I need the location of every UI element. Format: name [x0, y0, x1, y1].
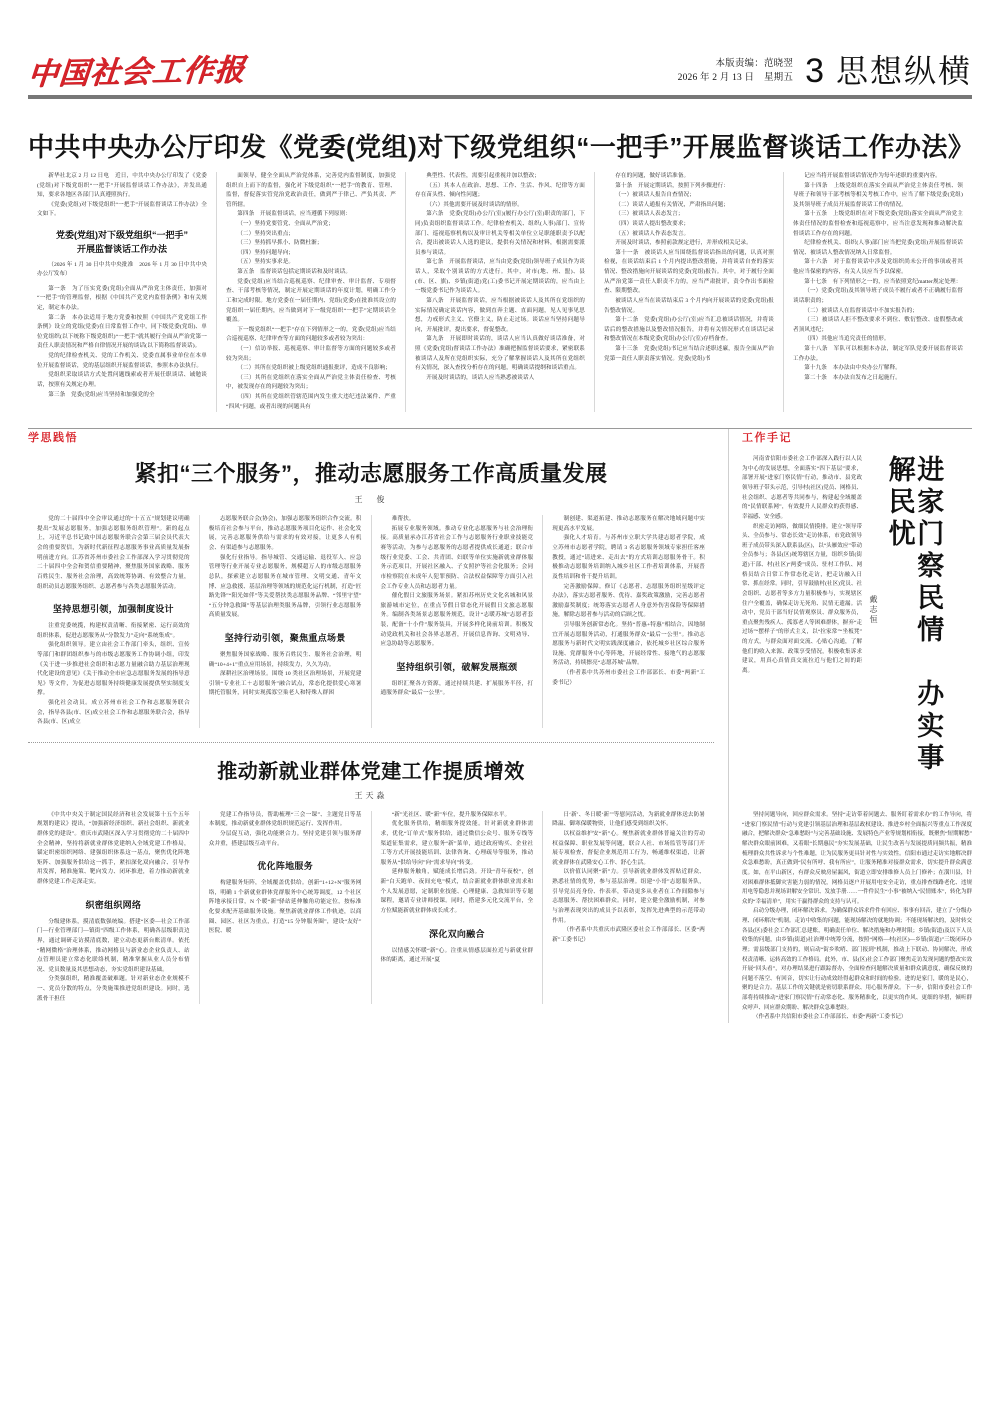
article-subheading: 坚持组织引领，破解发展瓶颈 — [396, 661, 518, 672]
body-paragraph: （五）被谈话人作表态发言。 — [615, 230, 690, 237]
issue-meta — [678, 58, 793, 86]
page-number: 3 — [805, 52, 824, 91]
body-paragraph: （四）其他应当追究责任的情形。 — [804, 336, 890, 343]
article-column — [28, 515, 199, 728]
body-paragraph: 纪律检查机关、组织(人事)部门应当把党委(党组)开展监督谈话情况、被谈话人整改情况纳入日常监督。 — [793, 240, 963, 256]
article-column — [199, 811, 371, 1004]
body-paragraph: 引导服务创新常态化。坚持“普惠+特惠”相结合，因地制宜开展志愿服务活动，打通服务群众“最后一公里”。推动志愿服务与新时代文明实践深度融合，依托城乡社区综合服务设施、党群服务中心等阵地，开展经常性、接地气的志愿服务活动，持续擦亮“志愿苏城”品牌。 — [552, 621, 705, 667]
body-paragraph: 被谈话人应当在谈话结束后 3 个月内向开展谈话的党委(党组)报告整改情况。 — [604, 297, 774, 314]
article-subheading: 深化双向融合 — [428, 928, 485, 939]
body-paragraph: 完善激励保障。修订《志愿者、志愿服务组织星级评定办法》，落实志愿者服务、优待、嘉奖政策激励，完善志愿者激励嘉奖制度；统筹落实志愿者人身意外伤害保险等保障措施，解除志愿者参与活动的后顾之忧。 — [552, 583, 705, 619]
body-paragraph: 党建工作指导员，帮助梳理“三会一课”、主题党日等基本制度，推动新就业群体党组织规范运行、发挥作用。 — [208, 811, 362, 828]
middle-section — [28, 429, 972, 1023]
article-column — [371, 515, 543, 728]
document-date: （2026 年 1 月 30 日中共中央批准 2026 年 1 月 30 日中共中央办公厅发布） — [37, 261, 207, 278]
body-paragraph: 典型性、代表性，需要引起重视并加以整改； — [426, 173, 541, 179]
body-paragraph: （四）谈话人提出整改要求； — [615, 221, 690, 228]
article2-headline: 紧扣“三个服务”，推动志愿服务工作高质量发展 — [134, 461, 608, 487]
article-column — [28, 811, 199, 1004]
body-paragraph: （一）信访举报、巡视巡察、审计监督等方面的问题较多或者较为突出； — [226, 345, 396, 362]
body-paragraph: 强化人才培育。与苏州市立职大学共建志愿者学院，成立苏州市志愿者学院，聘请 3 名志愿服务领域专家担任客座教授，通过“请进来、走出去”的方式培训志愿服务骨干。积极推动志愿服务培训纳入城乡社区工作者培训体系，开展普及性培训和骨干提升培训。 — [552, 535, 705, 580]
body-paragraph: （二）其所在党组织被上级党组织通报批评，造成不良影响； — [237, 365, 391, 372]
body-paragraph: 强化社会动员。成立苏州市社会工作和志愿服务联合会，指导各县(市、区)成立社会工作和志愿服务联合会，指导各县(市、区)成立 — [37, 699, 190, 726]
body-paragraph: 第一条 为了压实党委(党组)全面从严治党主体责任，加强对“一把手”的管理监督，根据《中国共产党党内监督条例》和有关规定，制定本办法。 — [37, 285, 207, 312]
article2-byline: 王 俊 — [354, 495, 388, 505]
article3-columns — [28, 811, 714, 1004]
body-paragraph: 制创建、渠道拓建、推动志愿服务在解决地域问题中实现更高水平发展。 — [552, 516, 705, 532]
body-paragraph: 记应当将开展监督谈话情况作为每年述职的重要内容。 — [804, 173, 941, 179]
body-paragraph: （二）被谈话人在监督谈话中不加实报告的； — [804, 307, 919, 314]
sidebar-body-text — [742, 811, 972, 1023]
body-paragraph: “新”光社区、暖“新”车位，提升服务保障水平。 — [391, 811, 511, 818]
article-column — [371, 811, 543, 1004]
body-paragraph: 第十三条 党委(党组)书记应当结合述职述廉，报告全面从严治党第一责任人职责落实情况。党委(党组)书 — [604, 345, 774, 362]
section-divider-2 — [28, 742, 714, 743]
issue-date: 2026 年 2 月 13 日 星期五 — [677, 73, 794, 84]
body-paragraph: 党组织采取谈话方式处置问题线索或者开展任职谈话、诫勉谈话，按照有关规定办理。 — [37, 372, 207, 388]
masthead — [26, 0, 972, 92]
body-paragraph: 日‘新’、冬日暖‘新’”等慰问活动，为新就业群体送去防暑降温、御寒保暖物资，让他们感受到组织关怀。 — [552, 811, 705, 828]
article2-kicker: 学思践悟 — [28, 432, 78, 445]
sidebar-vertical-headline: 进家门察民情 办实事解民忧 — [884, 455, 944, 776]
lead-article-columns — [28, 172, 972, 412]
article3-byline: 王天淼 — [354, 790, 388, 800]
body-paragraph: （一）被谈话人报告自查情况； — [615, 192, 695, 199]
sidebar-author: 戴志恒 — [869, 595, 878, 626]
sidebar-top — [742, 455, 972, 805]
body-paragraph: （五）其本人在政治、思想、工作、生活、作风、纪律等方面存在苗头性、倾向性问题； — [415, 182, 585, 199]
sidebar-paragraph: 启动分级办理，闭环解决诉求。为确保群众诉求件件有回应、事事有回音，建立了“分级办理、闭环解决”机制。走访中收集的问题，能现场解决的就地协调；不能现场解决的，及时转交各县(区)委社会工作部汇总建账，明确责任单位、解决措施和办理时限；乡镇(街道)及以下人员收集的问题，由乡镇(街道)社治理中统筹分流，按照“网格—村(社区)—乡镇(街道)”三级闭环办理；需县级部门支持的，则启动“街乡吹哨、部门报到”机制，推动上下联动、协同解决，形成权责清晰、运转高效的工作格局。此外，市、县(区)社会工作部门聚焦走访发现问题的整改实效开展“回头看”，对办理结果进行跟踪督办，全面检查问题解决质量和群众满意度，确保反映的问题不落空、有回音，切实让行动成效经得起群众和时间的检验。进的是家门，暖的是民心，聚的是合力。基层工作的关键就是密切联系群众、用心服务群众。下一步，信阳市委社会工作部将持续推动“进家门察民情”行动常态化、服务精准化，以更实的作风、更细的举措，倾听群众呼声、回应群众期盼、解决群众急难愁盼。 — [742, 908, 972, 1011]
document-title-line: 党委(党组)对下级党组织“一把手” — [56, 230, 188, 241]
body-paragraph: （三）其所在党组织在落实全面从严治党主体责任检查、考核中，被发现存在的问题较为突出； — [226, 374, 396, 391]
body-paragraph: （四）坚持问题导向； — [237, 249, 295, 256]
body-paragraph: 下一级党组织“一把手”存在下列情形之一的，党委(党组)应当结合巡视巡察、纪律审查等方面的问题较多或者较为突出： — [226, 326, 396, 343]
sidebar-work-notes — [728, 429, 972, 1023]
sidebar-paragraph: 织密走访网络，做细民情摸排。建立“领导带头、全员参与、常态长效”走访体系，市党政领导班子成员带头深入联系县(区)，以“头雁效应”带动全员参与；各县(区)统筹辖区力量，组织乡镇(街道)干部、村(社区)“两委”成员、驻村工作队、网格员结合日常工作常态化走访，把走访融入日常、抓在经常。同时，引导鼓励村(社区)党员、社会组织、志愿者等多方力量积极参与，实现辖区住户全覆盖，确保走访无死角、民情无遗漏。活动中，党员干部当好民情观察员、群众服务员，重点聚焦残疾人、孤寡老人等困难群体，摒弃“走过场”“摆样子”的形式主义，以“拉家常”“坐板凳”的方式，与群众面对面交流、心贴心沟通，了解他们的收入来源、政策享受情况，积极收集诉求建议，用真心真情真交流拉近与他们之间的距离。 — [742, 523, 862, 674]
body-paragraph: 第三条 党委(党组)应当坚持和加强党的全 — [48, 391, 155, 398]
body-paragraph: 志愿服务联合会(协会)，加强志愿服务组织合作交流。积极培育社会参与平台，推动志愿服务项目化运作、社会化发展，完善志愿服务供给与需求的有效对接，让更多人有机会、有渠道参与志愿服务。 — [208, 516, 362, 552]
article-subheading: 优化阵地服务 — [257, 861, 314, 872]
body-paragraph: 第九条 开展即时谈话的，谈话人应当认真做好谈话准备，对照《党委(党组)督谈话工作办法》准确把握监督谈话要求，紧密联系被谈话人及所在党组织实际，充分了解掌握谈话人及其所在党组织有关情况，深入查找分析存在的问题，明确谈话提纲和谈话重点。 — [415, 336, 585, 372]
body-paragraph: 第十二条 党委(党组)办公厅(室)应当汇总被谈话情况，并将谈话后的整改措施以及整改情况报告，并将有关情况形式在谈话记录和整改情况在本级党委(党组)办公厅(室)存档备查。 — [604, 317, 774, 343]
article-attribution: （作者系中共重庆市武隆区委社会工作部部长、区委“两新”工委书记） — [552, 927, 705, 943]
body-paragraph: 组织汇聚各方资源，通过持续共建、扩展服务半径，打通服务群众“最后一公里”。 — [380, 680, 534, 697]
body-paragraph: 分级建体系，摸清底数强统编。搭建“区委—社会工作部门—行业管理部门—镇街”四级工作体系，明确各层级职责边界，通过调研走访摸清底数，建立动态更新台账清单。依托“精网微格”治理体系，推动网格员与新业态企业负责人、站点管理员建立常态化联络机制，精准掌握从业人员分布情况、党员数量及其思想动态，夯实党组织建设基础。 — [37, 918, 190, 973]
body-paragraph: 以价值认同聚“新”力。引导新就业群体发挥贴近群众、熟悉社情的优势，参与基层治理。组建“小哥”志愿服务队，引导党员亮身份、作表率，带动更多从业者在工作间隙参与志愿服务、帮扶困难群众。同时，建立健全激励机制，对参与治理表现突出的成员予以表彰，发挥先进典型的示范带动作用。 — [552, 869, 705, 924]
sidebar-kicker: 工作手记 — [742, 432, 792, 445]
body-paragraph: 催化假日文旅服务场景。紧扣苏州历史文化名城和风景旅游城市定位，在重点节假日常态化开展假日文旅志愿服务。编制各类场景志愿服务规范，设计“志暖苏城”志愿者套装，配备“十小件”服务装具，开展多样化岗前培训。积极发动党政机关和社会各界志愿者，开展信息咨询、文明劝导、应急协助等志愿服务。 — [380, 593, 534, 648]
body-paragraph: 第十八条 军队可以根据本办法，制定军队党委开展监督谈话工作办法。 — [793, 345, 963, 362]
sidebar-paragraph: 坚持问题导向，回应群众需求。坚持“走访带着问题去、服务盯着需求办”的工作导向，将“进家门察民情”行动与党建引领基层治理和基层政权建设、推进乡村全面振兴等重点工作深度融合，把解决群众“急难愁盼”与完善基础设施、发展特色产业等规划相衔接，既聚焦“短期解愁”解决群众眼前困难，又着眼“长期惠民”夯实发展基础，让民生改善与发展提质同频共振，精准梳理群众共性诉求与个性难题，让为民服务更具针对性与实效性。信阳市通过走访实地解决群众急难愁盼，真正做到“民有所呼、我有所应”，让服务精准对接群众需求，切实提升群众满意度。如，在平山新区，有群众反映房屋漏风，街道立即安排维修人员上门修补；在潢川县，针对困难群体抵御灾害能力弱的情况，网格员逐户开展用电安全走访，重点排查线路老化、违规用电等隐患并现场讲解安全常识、发放手册……一件件民生“小事”被纳入“民情账本”，转化为群众的“幸福清单”，用实干赢得群众的支持与认可。 — [742, 812, 972, 905]
article-column — [783, 172, 972, 412]
article-column — [28, 172, 216, 412]
body-paragraph: 党的纪律检查机关、党的工作机关、党委直属事业单位在本单位开展监督谈话，党的基层组织开展监督谈话，参照本办法执行。 — [37, 353, 207, 369]
body-paragraph: 第二条 本办法适用于地方党委和按照《中国共产党党组工作条例》设立的党组(党委)在日常监督工作中，同下级党委(党组)、单位党组织(以下统称下级党组织)“一把手”就其履行全面从严治党第一责任人职责情况和严格自律情况开展的谈话(以下简称监督谈话)。 — [37, 314, 207, 350]
article-subheading: 坚持行动引领，聚焦重点场景 — [224, 632, 346, 643]
body-paragraph: （五）坚持实事求是。 — [237, 259, 295, 266]
article-column — [594, 172, 783, 412]
body-paragraph: 难帮扶。 — [391, 516, 415, 523]
sidebar-intro-text — [742, 455, 862, 805]
body-paragraph: 《党委(党组)对下级党组织“一把手”开展监督谈话工作办法》全文如下。 — [37, 201, 207, 218]
body-paragraph: 党委(党组)应当结合巡视巡察、纪律审查、审计监督、专项督查、干部考核等情况，制定开展定期谈话的年度计划，明确工作分工和完成时限。地方党委在一届任期内、党组(党委)在批准其设立的党组织一届任期内，应当做到对下一级党组织“一把手”定期谈话全覆盖。 — [226, 278, 396, 324]
sidebar-vertical-headline-wrap — [868, 455, 942, 805]
body-paragraph: 第十一条 被谈话人应当围绕监督谈话指出的问题，认真对照检视，在谈话结束后 1 个月内提出整改措施，并将谈话自查的落实情况、整改措施向开展谈话的党委(党组)报告。其中，对于履行全面从严治党第一责任人职责不力的，应当严肃批评，责令作出书面检查、限期整改。 — [604, 249, 774, 295]
article-column — [542, 515, 714, 728]
body-paragraph: （三）被谈话人表态发言； — [615, 211, 684, 218]
body-paragraph: 存在的问题，做好谈话准备。 — [615, 173, 690, 179]
body-paragraph: （二）谈话人通报有关情况，严肃指出问题； — [615, 201, 730, 208]
body-paragraph: 新华社北京 2 月 12 日电 近日，中共中央办公厅印发了《党委(党组)对下级党组织“一把手”开展监督谈话工作办法》，并发出通知，要求各地区各部门认真遵照执行。 — [37, 173, 207, 199]
body-paragraph: 拓展专业服务领域。推动专业化志愿服务与社会治理衔接。高质量承办江苏省社会工作与志愿服务行业职业技能竞赛等活动，为参与志愿服务的志愿者提供成长通道；联合市级行业党委、工会、共青团、妇联等单位实施新就业群体服务示范项目，开展社区融入、子女照护等社会化服务；会同市检察院在未成年人犯罪预防、合法权益保障等方面引入社会工作专业人员和志愿者力量。 — [380, 525, 534, 590]
issue-editor: 本版责编：范晓翌 — [715, 59, 794, 70]
body-paragraph: （六）其他需要开展及时谈话的情形。 — [426, 201, 523, 208]
body-paragraph: （三）被谈话人拒不整改要求不到位、敷衍整改、虚假整改或者顶风违纪； — [793, 317, 963, 333]
section-name: 思想纵横 — [835, 53, 972, 90]
body-paragraph: 分层促互动，强化功能聚合力。坚持党建引领与服务群众并重，搭建层级互动平台。 — [208, 831, 362, 847]
body-paragraph: 优化服务供给，精细服务提效能。针对新就业群体需求，优化“订单式”服务供给，通过微信公众号、服务专线等渠道征集需求，建立服务“新”菜单，通过政府购买、企业社工等方式开展技能培训、法律咨询、心理疏导等服务，推动服务从“供给导向”向“需求导向”转变。 — [380, 821, 534, 866]
body-paragraph: 第六条 党委(党组)办公厅(室)(履行办公厅(室)职责的部门，下同)负责组织监督谈话工作。纪律检查机关、组织(人事)部门、宣传部门、巡视巡察机构以及审计机关等相关单位立足职能职责予以配合，提出被谈话人人选的建议，提供有关情况和材料，根据需要派员参与谈话。 — [415, 211, 585, 256]
body-paragraph: 深耕社区治理场景。围绕 10 类社区治理场景，开展党建引领“专业社工＋志愿服务”融合试点，常态化提供爱心寒暑期托管服务，同时实现孤寡空巢老人和特殊人群困 — [208, 671, 362, 697]
masthead-rule — [28, 95, 972, 99]
body-paragraph: 延伸服务触角，赋能成长增后劲。开设“青年夜校”，创新“白天跑单、夜间充电”模式，结合新就业群体职业需求和个人发展意愿，定制职业技能、心理健康、急救知识等专题课程，邀请专业讲师授课。同时，搭建多元化交流平台，全方位赋能新就业群体成长成才。 — [380, 869, 534, 914]
article-attribution: （作者系中共苏州市委社会工作部部长、市委“两新”工委书记） — [552, 669, 705, 686]
body-paragraph: （四）其所在党组织管辖范围内发生重大违纪违法案件、严重“四风”问题，或者出现的问题具有 — [226, 394, 396, 410]
body-paragraph: 强化组织领导。建立由社会工作部门牵头，组织、宣传等部门和群团组织参与的市级志愿服务工作协调小组，印发《关于进一步推进社会组织和志愿力量融合助力基层治理现代化建设的意见》《关于推动全市应急志愿服务发展的指导意见》等文件，为促进志愿服务持续健康发展提供坚实制度支撑。 — [37, 642, 190, 697]
body-paragraph: 第七条 开展监督谈话，应当由党委(党组)领导班子成员作为谈话人，采取个别谈话的方式进行。其中，对市(地、州、盟)、县(市、区、旗)、乡镇(街道)党(工)委书记开展定期谈话的，应当由上一级党委书记作为谈话人。 — [415, 259, 585, 295]
body-paragraph: 开展及时谈话，参照前款规定进行，并形成相关记录。 — [615, 240, 752, 247]
body-paragraph: 以情感关怀暖“新”心。注重从情感层面拉近与新就业群体的距离，通过开展“夏 — [380, 947, 534, 964]
body-paragraph: 第四条 开展监督谈话，应当遵循下列原则： — [237, 211, 352, 218]
body-paragraph: 注重党委统揽，构建权责清晰、衔接紧密、运行高效的组织体系，促进志愿服务从“分散发力”走向“系统集成”。 — [37, 623, 190, 639]
body-paragraph: （一）坚持党要管党、全面从严治党； — [237, 221, 334, 228]
article-column — [199, 515, 371, 728]
body-paragraph: 第二十条 本办法自发布之日起施行。 — [804, 374, 901, 381]
body-paragraph: 第十条 开展定期谈话，按照下列步骤进行： — [615, 182, 730, 189]
article-subheading: 坚持思想引领，加强制度设计 — [52, 604, 174, 615]
body-paragraph: 《中共中央关于制定国民经济和社会发展第十五个五年规划的建议》提出，“加强新经济组织、新社会组织、新就业群体党的建设”。重庆市武隆区深入学习贯彻党的二十届四中全会精神，坚持将新就业群体党建纳入全域党建工作格局，锚定织密组织网络、建强组织体系这一基点，聚焦优化阵地矩阵、加强服务供给这一抓手，紧扣深化双向融合、引导作用发挥，精准施策、靶向发力、闭环推进，着力推动新就业群体党建工作走深走实。 — [37, 811, 190, 886]
body-paragraph: 第十四条 上级党组织在落实全面从严治党主体责任考核、领导班子和领导干部考核等相关考核工作中，应当了解下级党委(党组)及其领导班子成员开展监督谈话工作的情况。 — [793, 182, 963, 208]
body-paragraph: 构建服务矩阵，全域覆盖优供给。创新“1+12+N”服务网络，明确 1 个新就业群体党群服务中心统筹调度，12 个社区阵地承接日常，N 个暖“新”驿站延伸触角功能定位，按标准化要求配齐基础服务设施。聚焦新就业群体工作轨迹，以商圈、园区、社区为重点，打造“15 分钟服务圈”，建设“友好”医院、暖 — [208, 880, 362, 935]
lead-article-headline: 中共中央办公厅印发《党委(党组)对下级党组织“一把手”开展监督谈话工作办法》 — [28, 132, 975, 162]
article3-headline: 推动新就业群体党建工作提质增效 — [217, 760, 525, 783]
article-column — [542, 811, 714, 1004]
article-subheading: 织密组织网络 — [85, 899, 142, 910]
sidebar-attribution: （作者系中共信阳市委社会工作部部长、市委“两新”工委书记） — [753, 1014, 907, 1021]
body-paragraph: （三）坚持抓早抓小、防微杜渐； — [237, 240, 323, 247]
body-paragraph: 党的二十届四中全会审议通过的“十五五”规划建议明确提出“发展志愿服务，加强志愿服务组织管理”。新的起点上，习近平总书记致中国志愿服务联合会第三届会员代表大会的重要贺信，为新时代新征程志愿服务事业高质量发展指明前进方向。江苏省苏州市委社会工作部深入学习贯彻党的二十届四中全会和贺信重要精神，聚焦服务国家战略、服务百姓民生、服务社会治理，高效统筹协调、有效整合力量，组织动员志愿服务组织、志愿者参与各类志愿服务活动。 — [37, 516, 190, 590]
body-paragraph: 第八条 开展监督谈话，应当根据被谈话人及其所在党组织的实际情况确定谈话内容，做到直奔主题、直面问题，见人见事见思想，力戒形式主义、官僚主义，防止走过场。谈话应当坚持问题导向，开展批评，提出要求，督促整改。 — [415, 297, 585, 333]
sidebar-paragraph: 河南省信阳市委社会工作部深入践行以人民为中心的发展思想，全面落实“四下基层”要求，部署开展“进家门察民情”行动，推动市、县党政领导班子带头示范，引导村(社区)党员、网格员、社会组织、志愿者等共同参与，构建起全域覆盖的“民情联系网”，有效提升人民群众的获得感、幸福感、安全感。 — [742, 456, 862, 520]
body-paragraph: 第十六条 对于监督谈话中涉及党组织尚未公开的事项或者其他应当保密的内容，有关人员应当予以保密。 — [793, 259, 963, 276]
document-title-line: 开展监督谈话工作办法 — [76, 244, 167, 255]
body-paragraph: 第十七条 有下列情形之一的，应当依照党纪matter规定处理： — [804, 278, 962, 285]
body-paragraph: 开展及时谈话的，谈话人应当熟悉被谈话人 — [426, 374, 535, 381]
body-paragraph: 强化行业指导。指导城管、交通运输、退役军人、应急管理等行业开展专业志愿服务，规模超万人的市级志愿服务总队，探索建立志愿服务在城市管理、文明交通、青年文博、应急救援、基层治理等领域的规范化运行机制，打造“匠路先锋”“阳光如伴”等关爱帮扶类志愿服务品牌、“邻里守望”“五分钟急救圈”等基层治理类服务品牌，引领行业志愿服务高质量发展。 — [208, 554, 362, 619]
body-paragraph: 聚焦服务国家战略、服务百姓民生、服务社会治理，明确“10+4+1”重点应用场景，持续发力，久久为功。 — [208, 651, 362, 668]
document-title — [37, 228, 207, 257]
body-paragraph: 分类强组织，精准覆盖破难题。针对新业态企业规模不一、党员分散的特点，分类施策推进党组织建设。同时，选派骨干担任 — [37, 976, 190, 1002]
article-column — [405, 172, 594, 412]
masthead-logo[interactable] — [26, 53, 247, 92]
body-paragraph: （一）党委(党组)及其领导班子成员不履行或者不正确履行监督谈话职责的； — [793, 288, 963, 304]
newspaper-title: 中国社会工作报 — [26, 53, 247, 92]
body-paragraph: 以权益维护安“新”心。聚焦新就业群体普遍关注的劳动权益保障、职业发展等问题，联合人社、市场监管等部门开展专项检查，督促企业规范用工行为，畅通维权渠道，让新就业群体在武隆安心工作、舒心生活。 — [552, 831, 705, 866]
body-paragraph: 第五条 监督谈话包括定期谈话和及时谈话。 — [237, 269, 352, 276]
body-paragraph: 第十九条 本办法由中央办公厅解释。 — [804, 365, 901, 372]
article2-and-3 — [28, 429, 728, 1023]
body-paragraph: （二）坚持突出重点； — [237, 230, 295, 237]
masthead-right — [677, 52, 972, 91]
body-paragraph: 第十五条 上级党组织在对下级党委(党组)落实全面从严治党主体责任情况的监督检查和巡视巡察中，应当注意发现和推动解决监督谈话工作存在的问题。 — [793, 211, 963, 237]
body-paragraph: 面领导，健全全面从严治党体系，完善党内监督制度，加强党组织自上而下的监督，强化对下级党组织“一把手”的教育、管理、监督，督促落实管党治党政治责任，做到严于律己、严负其责、严管所辖。 — [226, 173, 396, 208]
article2-columns — [28, 515, 714, 728]
article-column — [216, 172, 405, 412]
